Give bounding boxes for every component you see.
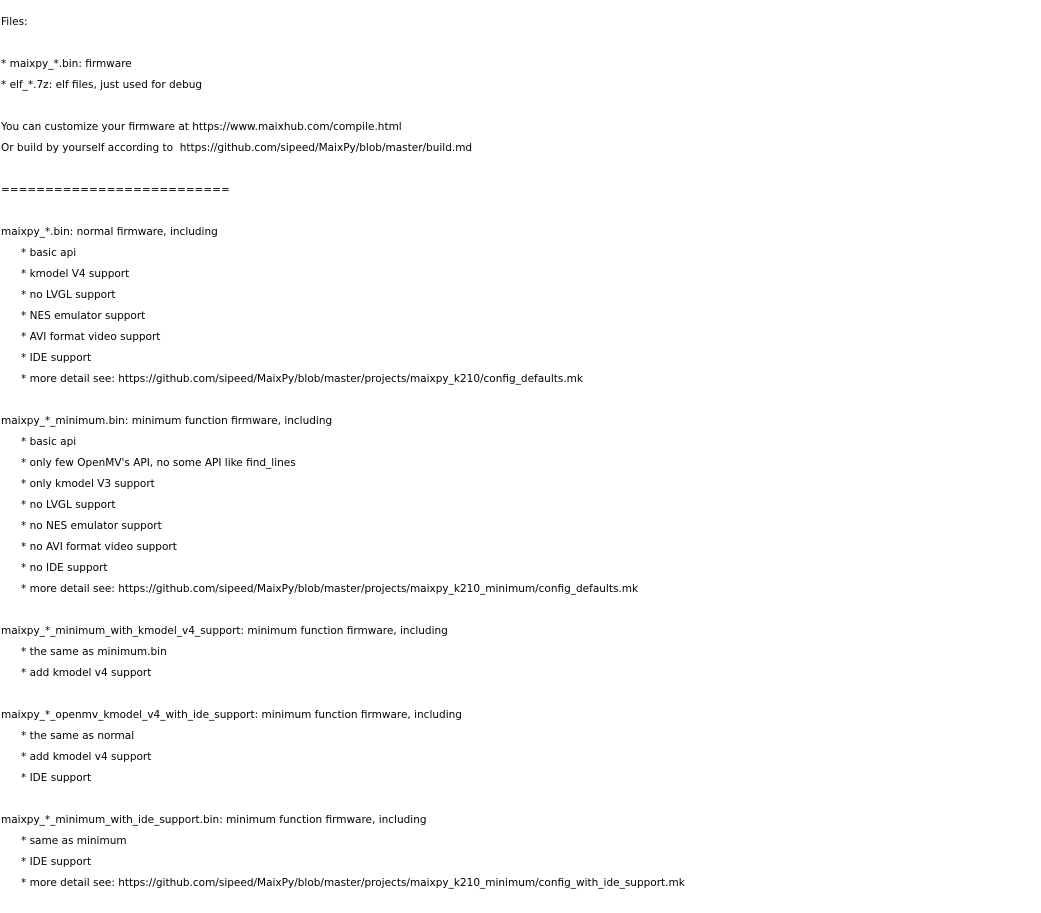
section-item: * IDE support <box>21 772 92 784</box>
blank-line <box>1 684 1037 705</box>
files-heading: Files: <box>1 16 28 28</box>
section-item: * no NES emulator support <box>21 520 162 532</box>
section-normal <box>1 222 1037 390</box>
blank-line <box>1 96 1037 117</box>
section-title: maixpy_*_openmv_kmodel_v4_with_ide_support: minimum function firmware, including <box>1 709 462 721</box>
section-item: * the same as minimum.bin <box>21 646 167 658</box>
section-title: maixpy_*.bin: normal firmware, including <box>1 226 218 238</box>
section-item: * basic api <box>21 436 77 448</box>
section-item: * IDE support <box>21 352 92 364</box>
section-item: * the same as normal <box>21 730 135 742</box>
section-title: maixpy_*_minimum_with_kmodel_v4_support: minimum function firmware, including <box>1 625 448 637</box>
file-item: * elf_*.7z: elf files, just used for debug <box>1 79 203 91</box>
section-item: * no IDE support <box>21 562 108 574</box>
separator-line: ========================== <box>1 184 230 196</box>
section-item: * more detail see: https://github.com/sipeed/MaixPy/blob/master/projects/maixpy_k210_minimum/config_defaults.mk <box>21 583 639 595</box>
section-item: * add kmodel v4 support <box>21 667 152 679</box>
section-title: maixpy_*_minimum_with_ide_support.bin: minimum function firmware, including <box>1 814 427 826</box>
blank-line <box>1 201 1037 222</box>
section-item: * no LVGL support <box>21 289 116 301</box>
section-item: * NES emulator support <box>21 310 146 322</box>
section-item: * no LVGL support <box>21 499 116 511</box>
blank-line <box>1 789 1037 810</box>
section-item: * basic api <box>21 247 77 259</box>
file-item: * maixpy_*.bin: firmware <box>1 58 132 70</box>
blank-line <box>1 600 1037 621</box>
section-item: * more detail see: https://github.com/sipeed/MaixPy/blob/master/projects/maixpy_k210/config_defaults.mk <box>21 373 583 385</box>
build-line: Or build by yourself according to https://github.com/sipeed/MaixPy/blob/master/build.md <box>1 142 473 154</box>
blank-line <box>1 159 1037 180</box>
section-minimum <box>1 411 1037 600</box>
section-item: * same as minimum <box>21 835 127 847</box>
section-openmv-kmodel-v4-ide <box>1 705 1037 789</box>
blank-line <box>1 390 1037 411</box>
section-item: * only few OpenMV's API, no some API like find_lines <box>21 457 296 469</box>
blank-line <box>1 33 1037 54</box>
document-body <box>1 12 1037 894</box>
section-item: * IDE support <box>21 856 92 868</box>
section-item: * only kmodel V3 support <box>21 478 155 490</box>
section-minimum-kmodel-v4 <box>1 621 1037 684</box>
customize-line: You can customize your firmware at https://www.maixhub.com/compile.html <box>1 121 402 133</box>
section-item: * kmodel V4 support <box>21 268 130 280</box>
section-title: maixpy_*_minimum.bin: minimum function firmware, including <box>1 415 333 427</box>
section-item: * no AVI format video support <box>21 541 177 553</box>
section-item: * more detail see: https://github.com/sipeed/MaixPy/blob/master/projects/maixpy_k210_minimum/config_with_ide_support.mk <box>21 877 685 889</box>
section-item: * add kmodel v4 support <box>21 751 152 763</box>
section-item: * AVI format video support <box>21 331 161 343</box>
section-minimum-ide <box>1 810 1037 894</box>
